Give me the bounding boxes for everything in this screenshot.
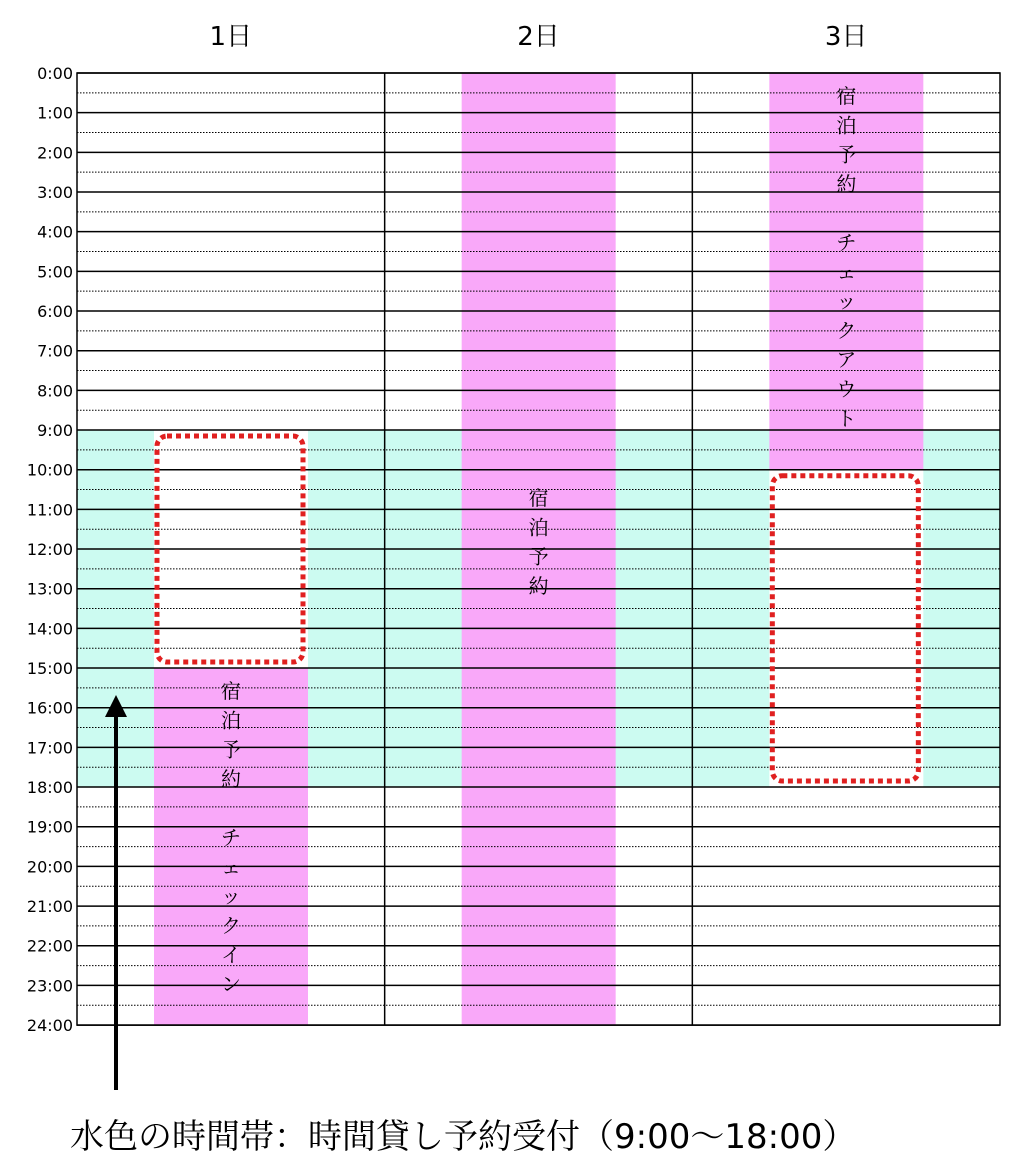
booking-text-char: 予 — [528, 544, 549, 569]
time-label: 9:00 — [37, 421, 73, 441]
time-label: 0:00 — [37, 64, 73, 83]
day-label: 2日 — [517, 22, 560, 52]
time-label: 10:00 — [26, 460, 73, 480]
time-label: 22:00 — [26, 936, 73, 956]
booking-text-char: 泊 — [221, 708, 241, 733]
time-label: 18:00 — [26, 778, 73, 798]
time-label: 24:00 — [26, 1016, 73, 1036]
time-label: 14:00 — [26, 619, 73, 639]
time-label: 5:00 — [37, 262, 73, 282]
time-label: 15:00 — [26, 659, 73, 679]
booking-text-char: ア — [836, 347, 857, 372]
time-label: 13:00 — [26, 579, 73, 599]
day-label: 3日 — [824, 22, 868, 52]
booking-text-char: 泊 — [528, 515, 549, 540]
caption: 水色の時間帯：時間貸し予約受付（9:00〜18:00） — [70, 1117, 857, 1157]
time-label: 20:00 — [26, 857, 73, 877]
time-label: 6:00 — [37, 302, 73, 322]
time-label: 3:00 — [37, 183, 73, 203]
time-label: 21:00 — [26, 897, 73, 917]
booking-text-char: ク — [836, 318, 857, 343]
booking-text-char: ェ — [221, 854, 241, 879]
booking-text-char: ッ — [221, 884, 241, 909]
booking-text-char: 泊 — [836, 113, 857, 138]
day-label: 1日 — [209, 22, 253, 52]
time-label: 2:00 — [37, 143, 73, 163]
time-label: 7:00 — [37, 341, 73, 361]
time-label: 8:00 — [37, 381, 73, 401]
time-label: 1:00 — [37, 103, 73, 123]
time-label: 12:00 — [26, 540, 73, 560]
time-label: 17:00 — [26, 738, 73, 758]
booking-text-char: チ — [221, 825, 241, 850]
booking-text-char: 宿 — [528, 486, 549, 510]
booking-text-char: 予 — [836, 142, 857, 167]
booking-text-char: ク — [221, 913, 241, 938]
time-label: 23:00 — [26, 976, 73, 996]
booking-text-char: ウ — [836, 377, 857, 401]
booking-text-char: 宿 — [836, 84, 857, 108]
booking-text-char: 約 — [221, 766, 241, 791]
booking-text-char: ト — [836, 406, 857, 431]
booking-text-char: イ — [221, 942, 241, 967]
booking-text-char: ン — [221, 972, 241, 997]
booking-text-char: ッ — [836, 289, 857, 314]
booking-text-char: 約 — [836, 171, 857, 196]
booking-text-char: 予 — [221, 737, 241, 762]
time-label: 16:00 — [26, 698, 73, 718]
time-label: 4:00 — [37, 222, 73, 242]
time-label: 11:00 — [26, 500, 73, 520]
time-label: 19:00 — [26, 817, 73, 837]
booking-text-char: 約 — [528, 573, 549, 598]
booking-text-char: ェ — [836, 259, 857, 284]
booking-text-char: 宿 — [221, 679, 241, 704]
booking-text-char: チ — [836, 230, 857, 255]
